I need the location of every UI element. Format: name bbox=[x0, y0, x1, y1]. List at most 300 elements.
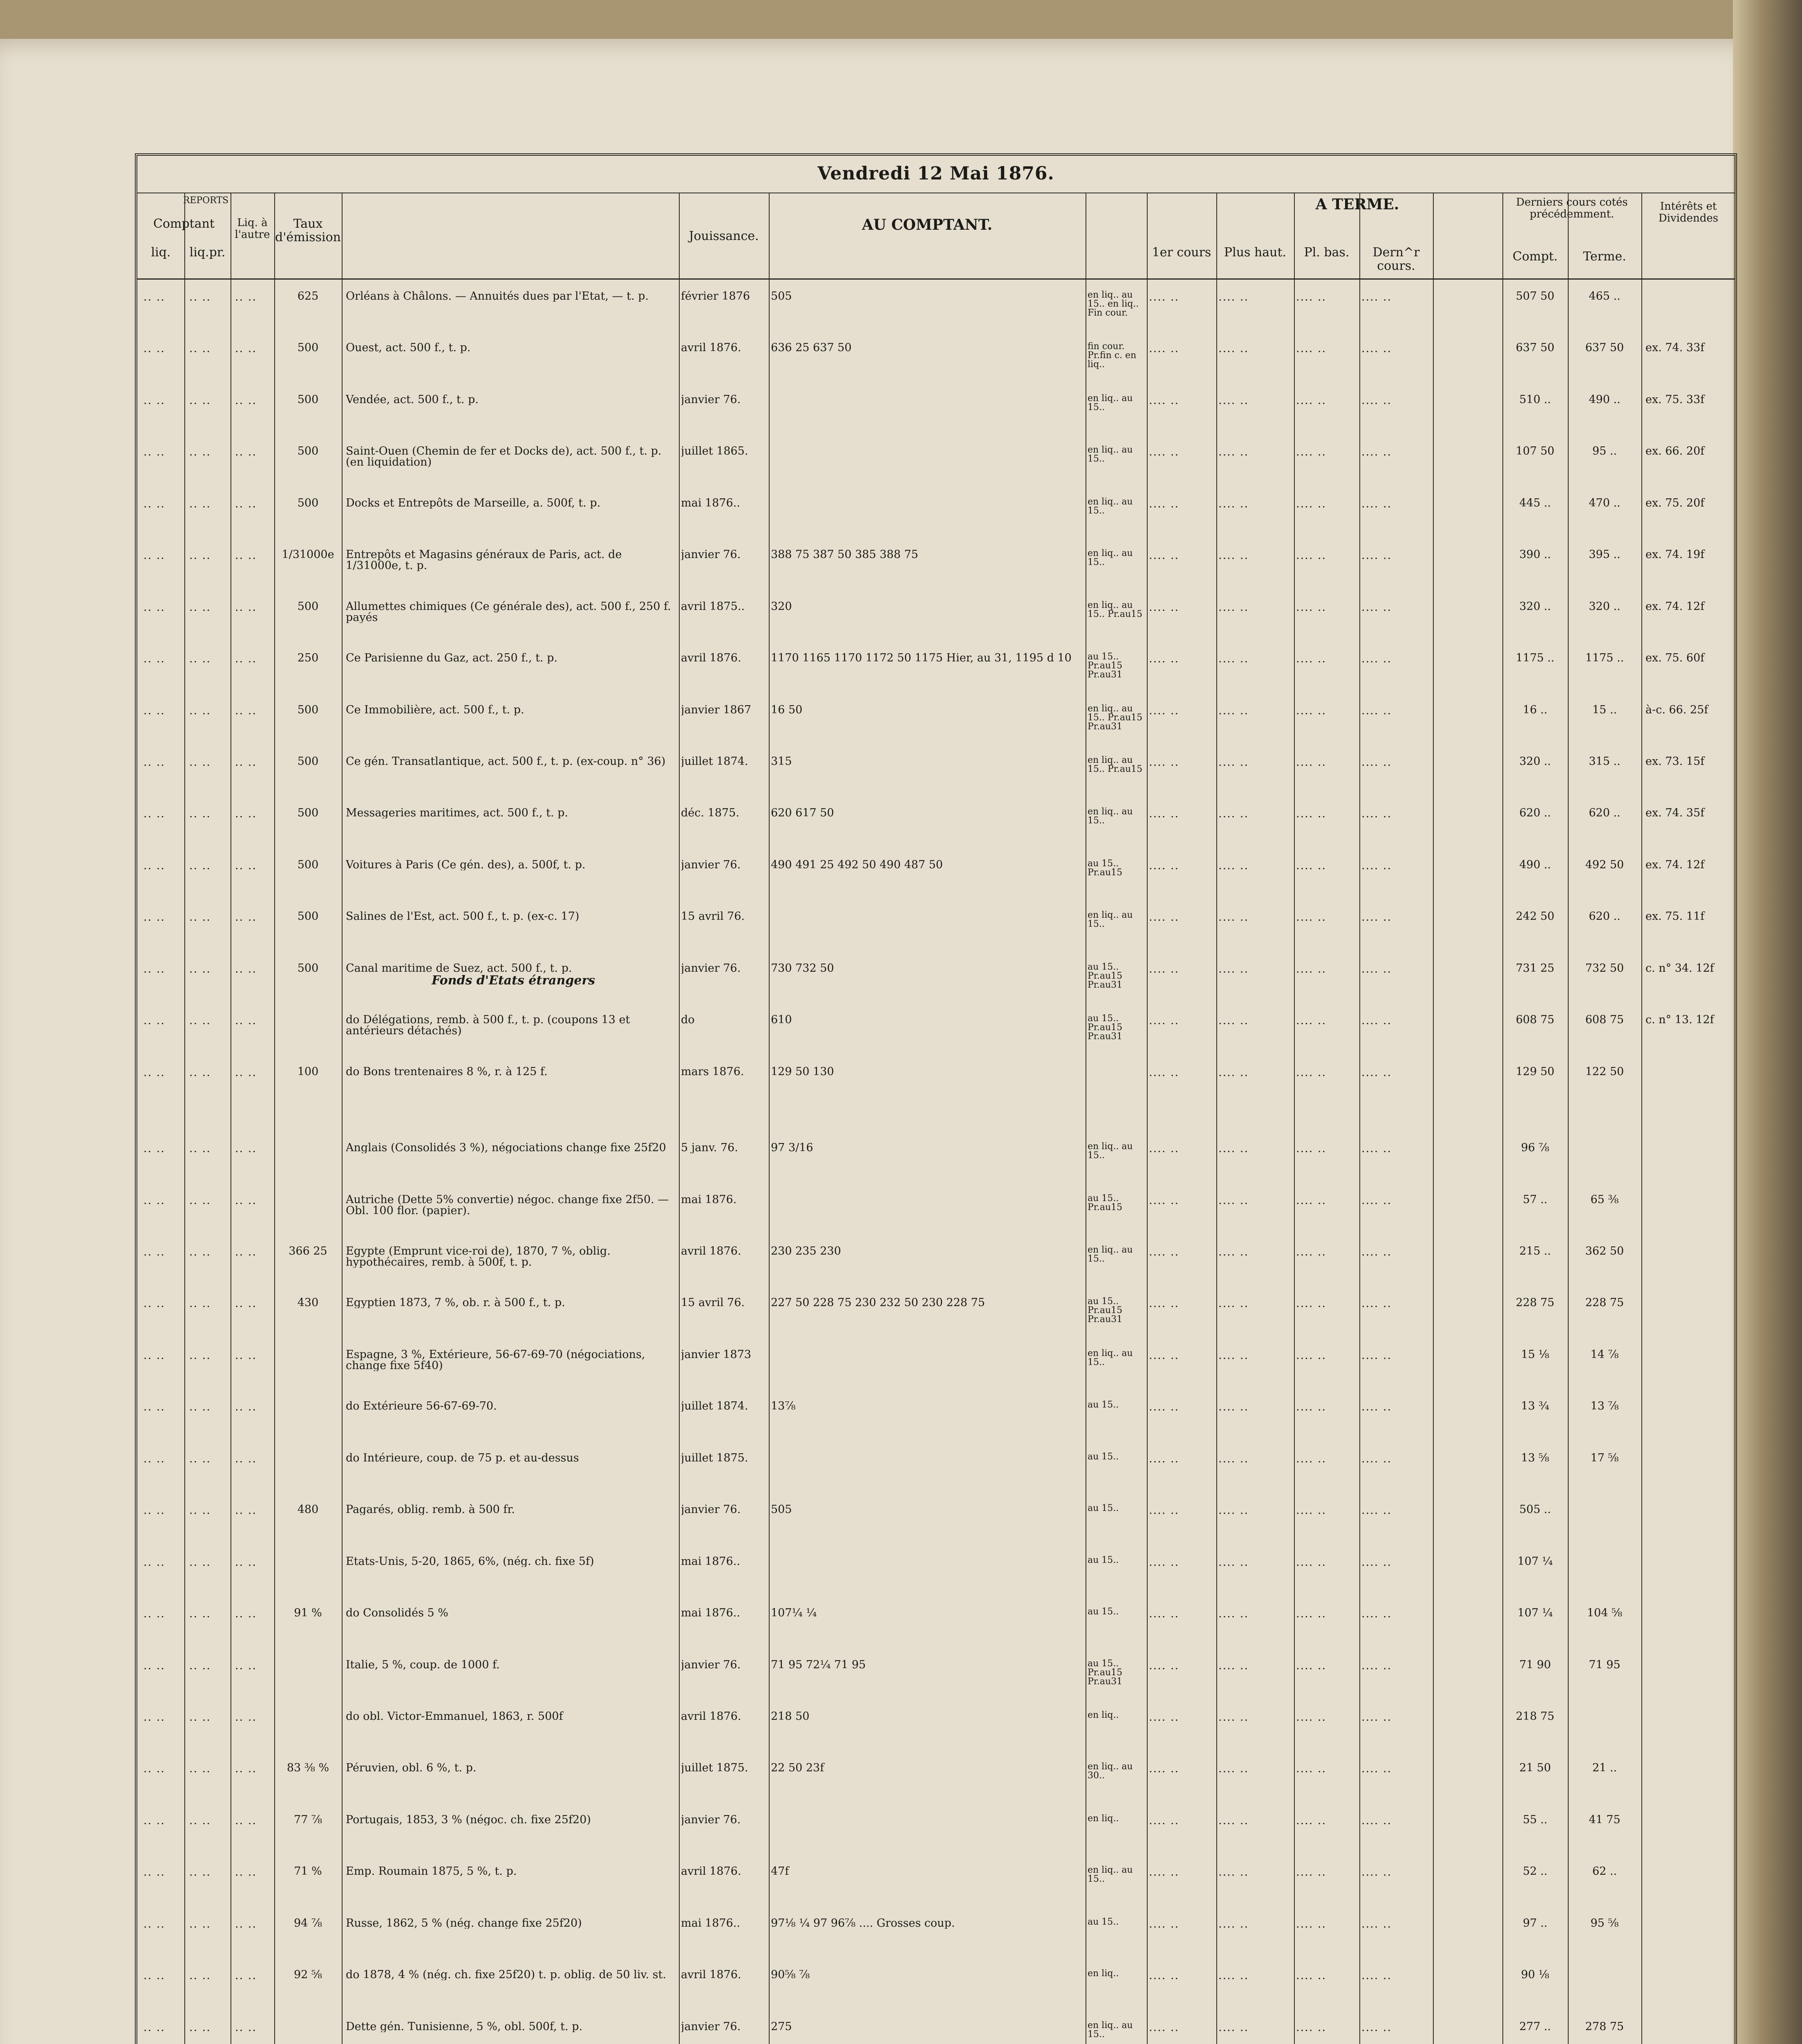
page-date: Vendredi 12 Mai 1876. bbox=[817, 163, 1054, 184]
terme-placeholder: .... .. bbox=[1361, 2021, 1392, 2034]
cell-jouis: janvier 76. bbox=[681, 962, 741, 974]
cell-terme: 637 50 bbox=[1585, 342, 1624, 354]
terme-placeholder: .... .. bbox=[1296, 1711, 1327, 1724]
header-interets: Intérêts et Dividendes bbox=[1658, 200, 1719, 224]
report-placeholder: .. .. bbox=[235, 1066, 257, 1079]
cell-terme: 492 50 bbox=[1585, 859, 1624, 870]
cell-terme: 465 .. bbox=[1589, 291, 1621, 302]
cell-echeances: en liq.. au 15.. bbox=[1088, 549, 1133, 567]
cell-name: do Délégations, remb. à 500 f., t. p. (coupons 13 et antérieurs détachés) bbox=[346, 1014, 630, 1037]
header-taux: Taux d'émission bbox=[275, 217, 341, 244]
terme-placeholder: .... .. bbox=[1361, 1297, 1392, 1310]
cell-terme: 278 75 bbox=[1585, 2021, 1624, 2032]
terme-placeholder: .... .. bbox=[1218, 1297, 1249, 1310]
cell-div: ex. 74. 19f bbox=[1645, 549, 1705, 560]
stock-quotation-table bbox=[135, 153, 1737, 2044]
terme-placeholder: .... .. bbox=[1218, 1452, 1249, 1465]
report-placeholder: .. .. bbox=[143, 549, 165, 562]
cell-echeances: en liq.. bbox=[1088, 1711, 1119, 1720]
report-placeholder: .. .. bbox=[143, 1246, 165, 1258]
cell-comptant: 1170 1165 1170 1172 50 1175 Hier, au 31, 1195 d 10 bbox=[771, 652, 1072, 664]
cell-jouis: janvier 76. bbox=[681, 394, 741, 405]
header-1er-cours: 1er cours bbox=[1152, 245, 1211, 260]
cell-jouis: avril 1876. bbox=[681, 342, 741, 354]
report-placeholder: .. .. bbox=[143, 394, 165, 407]
cell-name: Ce gén. Transatlantique, act. 500 f., t. p. (ex-coup. n° 36) bbox=[346, 756, 666, 767]
report-placeholder: .. .. bbox=[189, 342, 211, 355]
cell-echeances: en liq.. au 15.. bbox=[1088, 446, 1133, 464]
terme-placeholder: .... .. bbox=[1149, 1711, 1180, 1724]
terme-placeholder: .... .. bbox=[1361, 1142, 1392, 1155]
terme-placeholder: .... .. bbox=[1218, 1969, 1249, 1982]
cell-echeances: en liq.. au 15.. Pr.au15 bbox=[1088, 756, 1143, 774]
cell-name: do obl. Victor-Emmanuel, 1863, r. 500f bbox=[346, 1711, 563, 1722]
cell-name: Salines de l'Est, act. 500 f., t. p. (ex-c. 17) bbox=[346, 911, 580, 922]
cell-name: Péruvien, obl. 6 %, t. p. bbox=[346, 1762, 477, 1774]
cell-name: Pagarés, oblig. remb. à 500 fr. bbox=[346, 1504, 515, 1515]
cell-taux: 500 bbox=[297, 446, 319, 457]
header-pl-bas: Pl. bas. bbox=[1304, 245, 1350, 260]
terme-placeholder: .... .. bbox=[1296, 1762, 1327, 1775]
report-placeholder: .. .. bbox=[189, 1659, 211, 1672]
report-placeholder: .. .. bbox=[189, 1866, 211, 1879]
cell-taux: 250 bbox=[297, 652, 319, 664]
terme-placeholder: .... .. bbox=[1361, 704, 1392, 717]
terme-placeholder: .... .. bbox=[1149, 1297, 1180, 1310]
cell-compt: 277 .. bbox=[1519, 2021, 1551, 2032]
cell-name: Entrepôts et Magasins généraux de Paris, act. de 1/31000e, t. p. bbox=[346, 549, 622, 572]
report-placeholder: .. .. bbox=[143, 1866, 165, 1879]
terme-placeholder: .... .. bbox=[1218, 807, 1249, 820]
terme-placeholder: .... .. bbox=[1218, 342, 1249, 355]
terme-placeholder: .... .. bbox=[1361, 1711, 1392, 1724]
cell-jouis: février 1876 bbox=[681, 291, 750, 302]
header-comptant: Comptant bbox=[153, 217, 215, 231]
terme-placeholder: .... .. bbox=[1149, 1349, 1180, 1362]
terme-placeholder: .... .. bbox=[1218, 1194, 1249, 1207]
report-placeholder: .. .. bbox=[235, 1401, 257, 1414]
report-placeholder: .. .. bbox=[143, 1297, 165, 1310]
cell-jouis: janvier 76. bbox=[681, 859, 741, 870]
col-divider bbox=[1359, 193, 1360, 2044]
cell-terme: 620 .. bbox=[1589, 911, 1621, 922]
terme-placeholder: .... .. bbox=[1218, 1401, 1249, 1414]
cell-compt: 97 .. bbox=[1522, 1917, 1548, 1929]
report-placeholder: .. .. bbox=[143, 1555, 165, 1569]
report-placeholder: .. .. bbox=[235, 394, 257, 407]
terme-placeholder: .... .. bbox=[1218, 1066, 1249, 1079]
cell-compt: 16 .. bbox=[1522, 704, 1548, 715]
cell-taux: 500 bbox=[297, 911, 319, 922]
cell-comptant: 90⅝ ⅞ bbox=[771, 1969, 810, 1981]
terme-placeholder: .... .. bbox=[1218, 1014, 1249, 1027]
cell-compt: 507 50 bbox=[1515, 291, 1555, 302]
cell-taux: 71 % bbox=[294, 1866, 322, 1877]
cell-name: do Bons trentenaires 8 %, r. à 125 f. bbox=[346, 1066, 548, 1077]
terme-placeholder: .... .. bbox=[1149, 807, 1180, 820]
terme-placeholder: .... .. bbox=[1361, 1452, 1392, 1465]
scan-top-strip bbox=[0, 0, 1802, 39]
cell-jouis: mars 1876. bbox=[681, 1066, 744, 1077]
report-placeholder: .. .. bbox=[189, 1297, 211, 1310]
report-placeholder: .. .. bbox=[189, 1607, 211, 1620]
cell-name: do Intérieure, coup. de 75 p. et au-dessus bbox=[346, 1452, 579, 1464]
report-placeholder: .. .. bbox=[143, 446, 165, 459]
col-divider bbox=[274, 193, 275, 2044]
terme-placeholder: .... .. bbox=[1361, 549, 1392, 562]
report-placeholder: .. .. bbox=[235, 1504, 257, 1517]
cell-compt: 608 75 bbox=[1515, 1014, 1555, 1026]
terme-placeholder: .... .. bbox=[1218, 1866, 1249, 1879]
cell-comptant: 275 bbox=[771, 2021, 792, 2032]
report-placeholder: .. .. bbox=[143, 756, 165, 769]
report-placeholder: .. .. bbox=[189, 446, 211, 459]
cell-div: ex. 75. 33f bbox=[1645, 394, 1705, 405]
cell-terme: 732 50 bbox=[1585, 962, 1624, 974]
cell-taux: 100 bbox=[297, 1066, 319, 1077]
cell-comptant: 97⅛ ¼ 97 96⅞ .... Grosses coup. bbox=[771, 1917, 955, 1929]
terme-placeholder: .... .. bbox=[1296, 1866, 1327, 1879]
cell-compt: 242 50 bbox=[1515, 911, 1555, 922]
cell-compt: 55 .. bbox=[1522, 1814, 1548, 1825]
cell-div: ex. 74. 12f bbox=[1645, 859, 1705, 870]
cell-jouis: mai 1876.. bbox=[681, 1607, 740, 1619]
report-placeholder: .. .. bbox=[189, 1349, 211, 1362]
report-placeholder: .. .. bbox=[235, 1711, 257, 1724]
terme-placeholder: .... .. bbox=[1149, 962, 1180, 975]
cell-compt: 57 .. bbox=[1522, 1194, 1548, 1205]
header-plus-haut: Plus haut. bbox=[1224, 245, 1287, 260]
cell-terme: 122 50 bbox=[1585, 1066, 1624, 1077]
cell-name: Allumettes chimiques (Ce générale des), act. 500 f., 250 f. payés bbox=[346, 601, 671, 623]
cell-compt: 490 .. bbox=[1519, 859, 1551, 870]
cell-echeances: au 15.. bbox=[1088, 1607, 1119, 1617]
cell-comptant: 320 bbox=[771, 601, 792, 612]
terme-placeholder: .... .. bbox=[1361, 497, 1392, 510]
report-placeholder: .. .. bbox=[189, 1969, 211, 1982]
terme-placeholder: .... .. bbox=[1296, 1607, 1327, 1620]
cell-jouis: mai 1876.. bbox=[681, 1917, 740, 1929]
cell-echeances: en liq.. au 15.. bbox=[1088, 1246, 1133, 1264]
cell-terme: 15 .. bbox=[1592, 704, 1617, 715]
terme-placeholder: .... .. bbox=[1361, 1917, 1392, 1930]
report-placeholder: .. .. bbox=[235, 446, 257, 459]
header-liq: liq. bbox=[151, 245, 171, 260]
cell-comptant: 730 732 50 bbox=[771, 962, 834, 974]
cell-taux: 94 ⅞ bbox=[293, 1917, 322, 1929]
cell-taux: 83 ⅜ % bbox=[287, 1762, 329, 1774]
cell-name: Canal maritime de Suez, act. 500 f., t. p. bbox=[346, 962, 572, 974]
cell-echeances: en liq.. au 15.. bbox=[1088, 1349, 1133, 1367]
cell-terme: 17 ⅝ bbox=[1590, 1452, 1619, 1464]
cell-compt: 505 .. bbox=[1519, 1504, 1551, 1515]
cell-jouis: janvier 1867 bbox=[681, 704, 751, 715]
terme-placeholder: .... .. bbox=[1218, 1349, 1249, 1362]
cell-div: ex. 74. 33f bbox=[1645, 342, 1705, 354]
report-placeholder: .. .. bbox=[143, 911, 165, 924]
cell-echeances: au 15.. bbox=[1088, 1452, 1119, 1461]
terme-placeholder: .... .. bbox=[1361, 756, 1392, 769]
header-reports: REPORTS bbox=[183, 195, 229, 206]
cell-terme: 21 .. bbox=[1592, 1762, 1617, 1774]
report-placeholder: .. .. bbox=[189, 1555, 211, 1569]
cell-compt: 620 .. bbox=[1519, 807, 1551, 819]
report-placeholder: .. .. bbox=[143, 704, 165, 717]
cell-name: Anglais (Consolidés 3 %), négociations change fixe 25f20 bbox=[346, 1142, 666, 1154]
col-divider bbox=[1216, 193, 1217, 2044]
cell-echeances: en liq.. au 15.. en liq.. Fin cour. bbox=[1088, 291, 1139, 318]
report-placeholder: .. .. bbox=[143, 1066, 165, 1079]
report-placeholder: .. .. bbox=[189, 1814, 211, 1827]
cell-comptant: 636 25 637 50 bbox=[771, 342, 852, 354]
cell-echeances: en liq.. au 15.. bbox=[1088, 807, 1133, 826]
terme-placeholder: .... .. bbox=[1361, 1659, 1392, 1672]
terme-placeholder: .... .. bbox=[1361, 911, 1392, 924]
header-dernier-cours: Dern^r cours. bbox=[1372, 245, 1420, 273]
cell-echeances: en liq.. bbox=[1088, 1969, 1119, 1979]
terme-placeholder: .... .. bbox=[1296, 394, 1327, 407]
report-placeholder: .. .. bbox=[143, 291, 165, 303]
terme-placeholder: .... .. bbox=[1296, 291, 1327, 303]
terme-placeholder: .... .. bbox=[1361, 1066, 1392, 1079]
terme-placeholder: .... .. bbox=[1296, 1452, 1327, 1465]
terme-placeholder: .... .. bbox=[1296, 1659, 1327, 1672]
report-placeholder: .. .. bbox=[235, 1917, 257, 1930]
cell-comptant: 315 bbox=[771, 756, 792, 767]
cell-jouis: juillet 1875. bbox=[681, 1762, 748, 1774]
cell-echeances: au 15.. Pr.au15 Pr.au31 bbox=[1088, 652, 1123, 680]
cell-name: Orléans à Châlons. — Annuités dues par l'Etat, — t. p. bbox=[346, 291, 649, 302]
terme-placeholder: .... .. bbox=[1361, 652, 1392, 666]
cell-compt: 13 ¾ bbox=[1521, 1401, 1549, 1412]
terme-placeholder: .... .. bbox=[1218, 1607, 1249, 1620]
cell-div: à-c. 66. 25f bbox=[1645, 704, 1708, 715]
terme-placeholder: .... .. bbox=[1296, 549, 1327, 562]
report-placeholder: .. .. bbox=[235, 1142, 257, 1155]
report-placeholder: .. .. bbox=[143, 1504, 165, 1517]
cell-echeances: au 15.. bbox=[1088, 1504, 1119, 1513]
report-placeholder: .. .. bbox=[189, 1246, 211, 1258]
report-placeholder: .. .. bbox=[235, 807, 257, 820]
report-placeholder: .. .. bbox=[189, 1504, 211, 1517]
cell-terme: 320 .. bbox=[1589, 601, 1621, 612]
cell-compt: 637 50 bbox=[1515, 342, 1555, 354]
terme-placeholder: .... .. bbox=[1218, 291, 1249, 303]
cell-jouis: juillet 1865. bbox=[681, 446, 748, 457]
terme-placeholder: .... .. bbox=[1296, 342, 1327, 355]
terme-placeholder: .... .. bbox=[1296, 652, 1327, 666]
col-divider bbox=[679, 193, 680, 2044]
cell-name: Egypte (Emprunt vice-roi de), 1870, 7 %, oblig. hypothécaires, remb. à 500f, t. p. bbox=[346, 1246, 611, 1268]
cell-name: Espagne, 3 %, Extérieure, 56-67-69-70 (négociations, change fixe 5f40) bbox=[346, 1349, 645, 1371]
cell-name: Dette gén. Tunisienne, 5 %, obl. 500f, t. p. bbox=[346, 2021, 583, 2032]
cell-jouis: mai 1876. bbox=[681, 1194, 737, 1205]
terme-placeholder: .... .. bbox=[1218, 1659, 1249, 1672]
terme-placeholder: .... .. bbox=[1296, 962, 1327, 975]
cell-comptant: 620 617 50 bbox=[771, 807, 834, 819]
cell-compt: 15 ⅛ bbox=[1521, 1349, 1549, 1360]
report-placeholder: .. .. bbox=[235, 1866, 257, 1879]
cell-jouis: do bbox=[681, 1014, 695, 1026]
cell-compt: 320 .. bbox=[1519, 756, 1551, 767]
report-placeholder: .. .. bbox=[143, 1711, 165, 1724]
report-placeholder: .. .. bbox=[143, 1607, 165, 1620]
cell-echeances: au 15.. bbox=[1088, 1917, 1119, 1927]
cell-comptant: 218 50 bbox=[771, 1711, 810, 1722]
cell-terme: 95 ⅝ bbox=[1590, 1917, 1619, 1929]
cell-name: Vendée, act. 500 f., t. p. bbox=[346, 394, 479, 405]
terme-placeholder: .... .. bbox=[1149, 1917, 1180, 1930]
terme-placeholder: .... .. bbox=[1218, 652, 1249, 666]
col-divider bbox=[1502, 193, 1503, 2044]
report-placeholder: .. .. bbox=[189, 1066, 211, 1079]
terme-placeholder: .... .. bbox=[1361, 962, 1392, 975]
col-divider bbox=[1294, 193, 1295, 2044]
terme-placeholder: .... .. bbox=[1361, 394, 1392, 407]
cell-taux: 92 ⅝ bbox=[293, 1969, 322, 1981]
cell-comptant: 505 bbox=[771, 291, 792, 302]
cell-comptant: 490 491 25 492 50 490 487 50 bbox=[771, 859, 943, 870]
header-liq-autre: Liq. à l'autre bbox=[235, 217, 270, 241]
report-placeholder: .. .. bbox=[235, 1452, 257, 1465]
cell-echeances: au 15.. Pr.au15 bbox=[1088, 1194, 1123, 1212]
cell-taux: 500 bbox=[297, 704, 319, 715]
cell-echeances: au 15.. Pr.au15 Pr.au31 bbox=[1088, 1659, 1123, 1686]
cell-terme: 62 .. bbox=[1592, 1866, 1617, 1877]
cell-echeances: en liq.. au 15.. Pr.au15 Pr.au31 bbox=[1088, 704, 1143, 731]
cell-jouis: janvier 76. bbox=[681, 1659, 741, 1670]
cell-terme: 228 75 bbox=[1585, 1297, 1624, 1309]
cell-comptant: 107¼ ¼ bbox=[771, 1607, 817, 1619]
cell-compt: 215 .. bbox=[1519, 1246, 1551, 1257]
cell-comptant: 13⅞ bbox=[771, 1401, 796, 1412]
cell-div: ex. 66. 20f bbox=[1645, 446, 1705, 457]
terme-placeholder: .... .. bbox=[1361, 1194, 1392, 1207]
terme-placeholder: .... .. bbox=[1296, 1014, 1327, 1027]
report-placeholder: .. .. bbox=[143, 1917, 165, 1930]
cell-comptant: 47f bbox=[771, 1866, 789, 1877]
terme-placeholder: .... .. bbox=[1296, 1917, 1327, 1930]
cell-terme: 490 .. bbox=[1589, 394, 1621, 405]
cell-jouis: déc. 1875. bbox=[681, 807, 739, 819]
cell-name: do Consolidés 5 % bbox=[346, 1607, 448, 1619]
terme-placeholder: .... .. bbox=[1218, 1762, 1249, 1775]
report-placeholder: .. .. bbox=[235, 1762, 257, 1775]
cell-compt: 13 ⅝ bbox=[1521, 1452, 1549, 1464]
report-placeholder: .. .. bbox=[235, 756, 257, 769]
cell-name: Voitures à Paris (Ce gén. des), a. 500f, t. p. bbox=[346, 859, 586, 870]
report-placeholder: .. .. bbox=[143, 1762, 165, 1775]
terme-placeholder: .... .. bbox=[1361, 1401, 1392, 1414]
terme-placeholder: .... .. bbox=[1296, 446, 1327, 459]
report-placeholder: .. .. bbox=[235, 911, 257, 924]
terme-placeholder: .... .. bbox=[1149, 1762, 1180, 1775]
terme-placeholder: .... .. bbox=[1149, 1401, 1180, 1414]
cell-taux: 500 bbox=[297, 342, 319, 354]
terme-placeholder: .... .. bbox=[1296, 1297, 1327, 1310]
report-placeholder: .. .. bbox=[235, 1607, 257, 1620]
terme-placeholder: .... .. bbox=[1361, 1555, 1392, 1569]
cell-compt: 71 90 bbox=[1519, 1659, 1551, 1670]
terme-placeholder: .... .. bbox=[1296, 1969, 1327, 1982]
cell-compt: 96 ⅞ bbox=[1521, 1142, 1549, 1154]
terme-placeholder: .... .. bbox=[1361, 342, 1392, 355]
terme-placeholder: .... .. bbox=[1149, 1452, 1180, 1465]
terme-placeholder: .... .. bbox=[1361, 1246, 1392, 1258]
cell-jouis: juillet 1874. bbox=[681, 1401, 748, 1412]
terme-placeholder: .... .. bbox=[1218, 1246, 1249, 1258]
cell-div: ex. 73. 15f bbox=[1645, 756, 1705, 767]
terme-placeholder: .... .. bbox=[1149, 549, 1180, 562]
report-placeholder: .. .. bbox=[235, 1555, 257, 1569]
terme-placeholder: .... .. bbox=[1149, 1014, 1180, 1027]
terme-placeholder: .... .. bbox=[1149, 704, 1180, 717]
cell-echeances: en liq.. au 15.. bbox=[1088, 1142, 1133, 1161]
report-placeholder: .. .. bbox=[189, 756, 211, 769]
col-divider bbox=[1641, 193, 1642, 2044]
terme-placeholder: .... .. bbox=[1149, 1659, 1180, 1672]
terme-placeholder: .... .. bbox=[1296, 859, 1327, 872]
terme-placeholder: .... .. bbox=[1218, 2021, 1249, 2034]
report-placeholder: .. .. bbox=[143, 1014, 165, 1027]
cell-div: ex. 75. 11f bbox=[1645, 911, 1705, 922]
cell-div: ex. 75. 60f bbox=[1645, 652, 1705, 664]
report-placeholder: .. .. bbox=[235, 1246, 257, 1258]
terme-placeholder: .... .. bbox=[1149, 1607, 1180, 1620]
cell-echeances: au 15.. bbox=[1088, 1555, 1119, 1565]
terme-placeholder: .... .. bbox=[1149, 1246, 1180, 1258]
cell-taux: 1/31000e bbox=[282, 549, 334, 560]
cell-name: Autriche (Dette 5% convertie) négoc. change fixe 2f50. — Obl. 100 flor. (papier). bbox=[346, 1194, 669, 1216]
cell-taux: 500 bbox=[297, 962, 319, 974]
cell-echeances: en liq.. au 15.. bbox=[1088, 497, 1133, 515]
report-placeholder: .. .. bbox=[189, 1401, 211, 1414]
report-placeholder: .. .. bbox=[235, 1014, 257, 1027]
terme-placeholder: .... .. bbox=[1361, 446, 1392, 459]
terme-placeholder: .... .. bbox=[1218, 756, 1249, 769]
terme-placeholder: .... .. bbox=[1218, 962, 1249, 975]
report-placeholder: .. .. bbox=[235, 601, 257, 614]
cell-jouis: janvier 76. bbox=[681, 1504, 741, 1515]
terme-placeholder: .... .. bbox=[1361, 859, 1392, 872]
report-placeholder: .. .. bbox=[189, 497, 211, 510]
report-placeholder: .. .. bbox=[143, 1349, 165, 1362]
terme-placeholder: .... .. bbox=[1149, 497, 1180, 510]
terme-placeholder: .... .. bbox=[1149, 1142, 1180, 1155]
cell-taux: 500 bbox=[297, 394, 319, 405]
cell-jouis: mai 1876.. bbox=[681, 1555, 740, 1567]
report-placeholder: .. .. bbox=[235, 1814, 257, 1827]
report-placeholder: .. .. bbox=[235, 859, 257, 872]
terme-placeholder: .... .. bbox=[1296, 807, 1327, 820]
cell-terme: 395 .. bbox=[1589, 549, 1621, 560]
cell-terme: 470 .. bbox=[1589, 497, 1621, 509]
terme-placeholder: .... .. bbox=[1361, 1969, 1392, 1982]
cell-terme: 362 50 bbox=[1585, 1246, 1624, 1257]
report-placeholder: .. .. bbox=[235, 704, 257, 717]
report-placeholder: .. .. bbox=[235, 342, 257, 355]
cell-echeances: en liq.. bbox=[1088, 1814, 1119, 1823]
cell-comptant: 505 bbox=[771, 1504, 792, 1515]
terme-placeholder: .... .. bbox=[1218, 394, 1249, 407]
terme-placeholder: .... .. bbox=[1361, 1349, 1392, 1362]
report-placeholder: .. .. bbox=[143, 1659, 165, 1672]
report-placeholder: .. .. bbox=[235, 1194, 257, 1207]
terme-placeholder: .... .. bbox=[1218, 1917, 1249, 1930]
cell-compt: 228 75 bbox=[1515, 1297, 1555, 1309]
cell-taux: 625 bbox=[297, 291, 319, 302]
cell-name: Saint-Ouen (Chemin de fer et Docks de), act. 500 f., t. p. (en liquidation) bbox=[346, 446, 662, 468]
